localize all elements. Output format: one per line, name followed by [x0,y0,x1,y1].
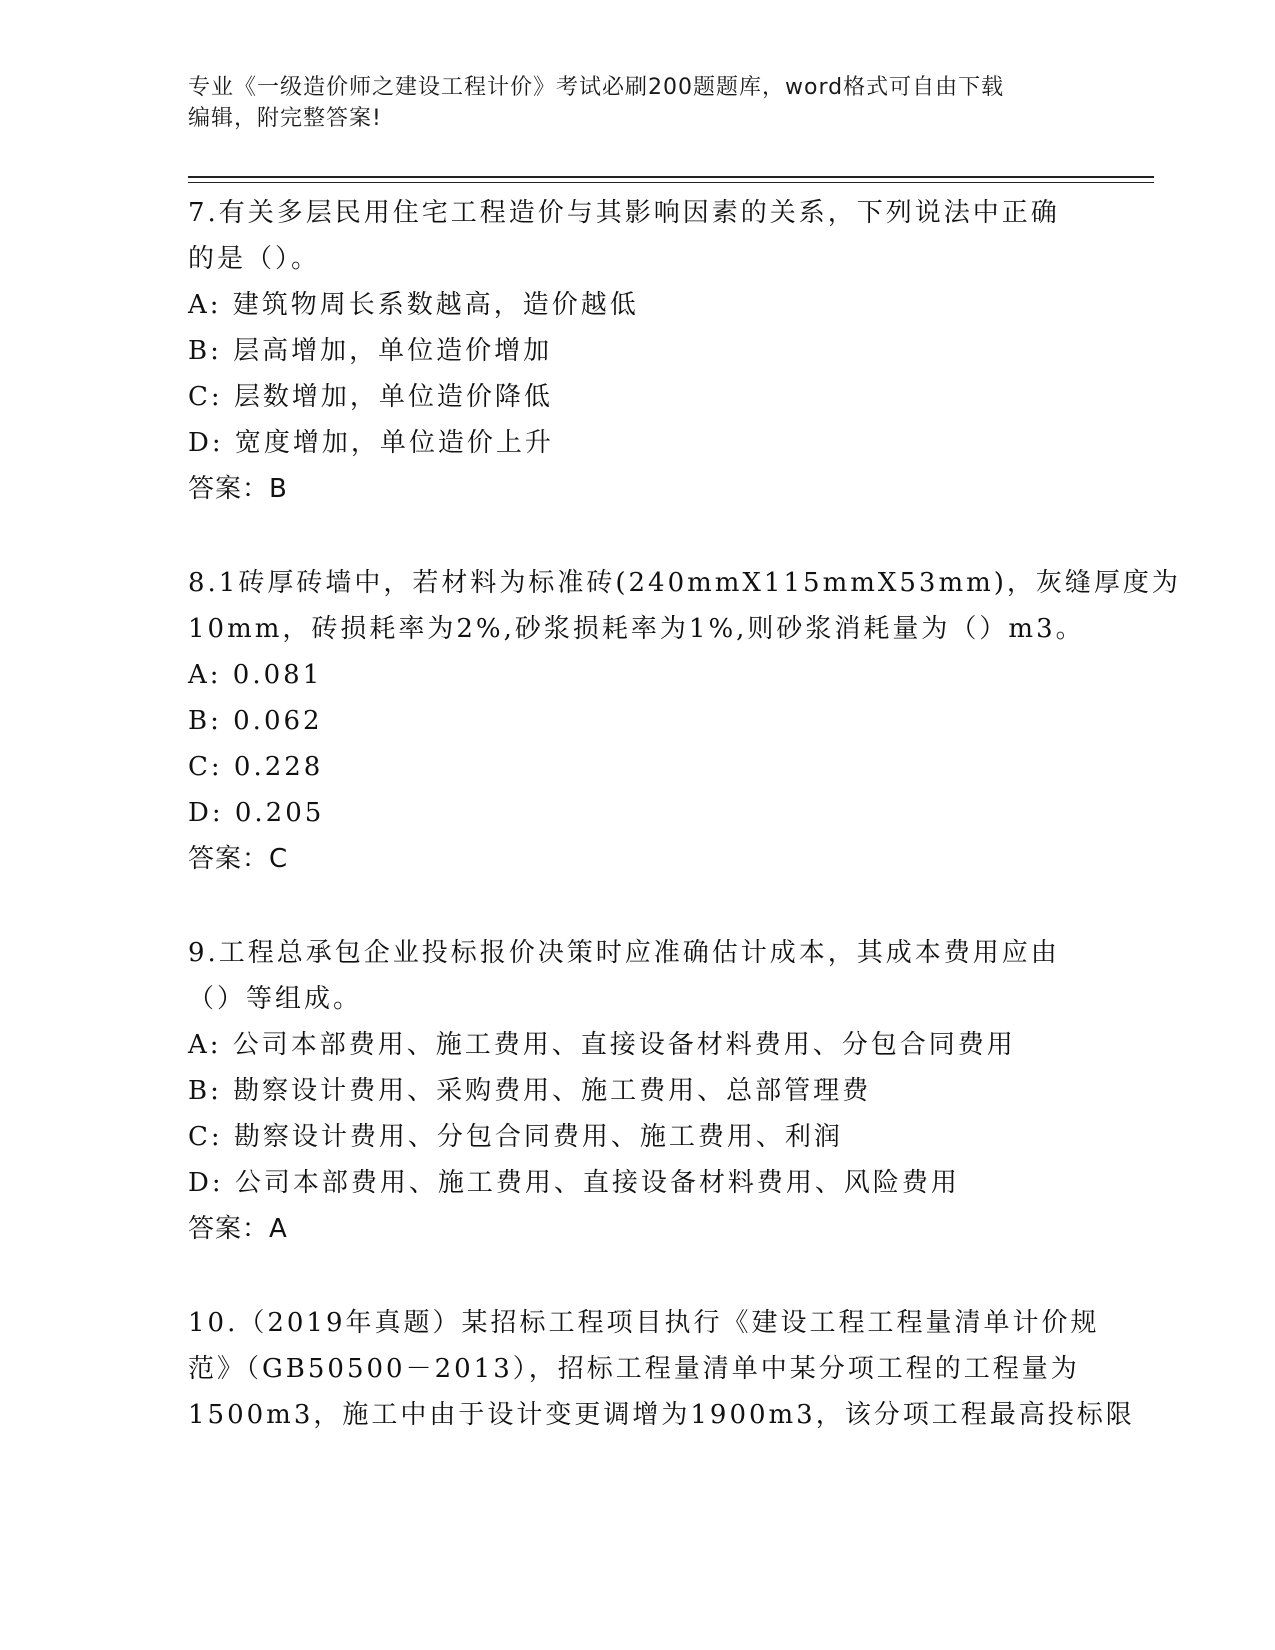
option-c: C: 层数增加，单位造价降低 [188,382,553,412]
option-b: B: 勘察设计费用、采购费用、施工费用、总部管理费 [188,1076,872,1106]
question-text-line: 9.工程总承包企业投标报价决策时应准确估计成本，其成本费用应由 [188,938,1060,968]
option-a: A: 公司本部费用、施工费用、直接设备材料费用、分包合同费用 [188,1030,1016,1060]
answer-line: 答案：B [188,474,288,504]
option-b: B: 层高增加，单位造价增加 [188,336,553,366]
question-7 [188,190,1088,512]
document-header [188,72,1088,134]
option-a: A: 建筑物周长系数越高，造价越低 [188,290,639,320]
question-text-line: 的是（）。 [188,244,321,274]
question-text-line: 10mm，砖损耗率为2%,砂浆损耗率为1%,则砂浆消耗量为（）m3。 [188,614,1085,644]
option-a: A: 0.081 [188,660,323,690]
option-d: D: 0.205 [188,798,325,828]
answer-line: 答案：A [188,1214,288,1244]
option-c: C: 0.228 [188,752,324,782]
option-c: C: 勘察设计费用、分包合同费用、施工费用、利润 [188,1122,843,1152]
option-d: D: 公司本部费用、施工费用、直接设备材料费用、风险费用 [188,1168,960,1198]
header-divider-thick [188,176,1154,178]
answer-line: 答案：C [188,844,289,874]
option-b: B: 0.062 [188,706,323,736]
question-8 [188,560,1181,882]
question-9 [188,930,1088,1252]
question-spacer [188,1252,1088,1300]
question-list [188,190,1181,1438]
header-line-1: 专业《一级造价师之建设工程计价》考试必刷200题题库，word格式可自由下载 [188,75,1005,100]
question-spacer [188,512,1088,560]
question-text-line: 1500m3，施工中由于设计变更调增为1900m3，该分项工程最高投标限 [188,1400,1135,1430]
question-text-line: 范》（GB50500－2013），招标工程量清单中某分项工程的工程量为 [188,1354,1080,1384]
question-spacer [188,882,1088,930]
header-line-2: 编辑，附完整答案! [188,106,382,131]
question-10 [188,1300,1135,1438]
question-text-line: （）等组成。 [188,984,363,1014]
option-d: D: 宽度增加，单位造价上升 [188,428,554,458]
question-text-line: 7.有关多层民用住宅工程造价与其影响因素的关系，下列说法中正确 [188,198,1060,228]
question-text-line: 10.（2019年真题）某招标工程项目执行《建设工程工程量清单计价规 [188,1308,1100,1338]
question-text-line: 8.1砖厚砖墙中，若材料为标准砖(240mmX115mmX53mm)，灰缝厚度为 [188,568,1181,598]
header-divider-thin [188,182,1154,183]
